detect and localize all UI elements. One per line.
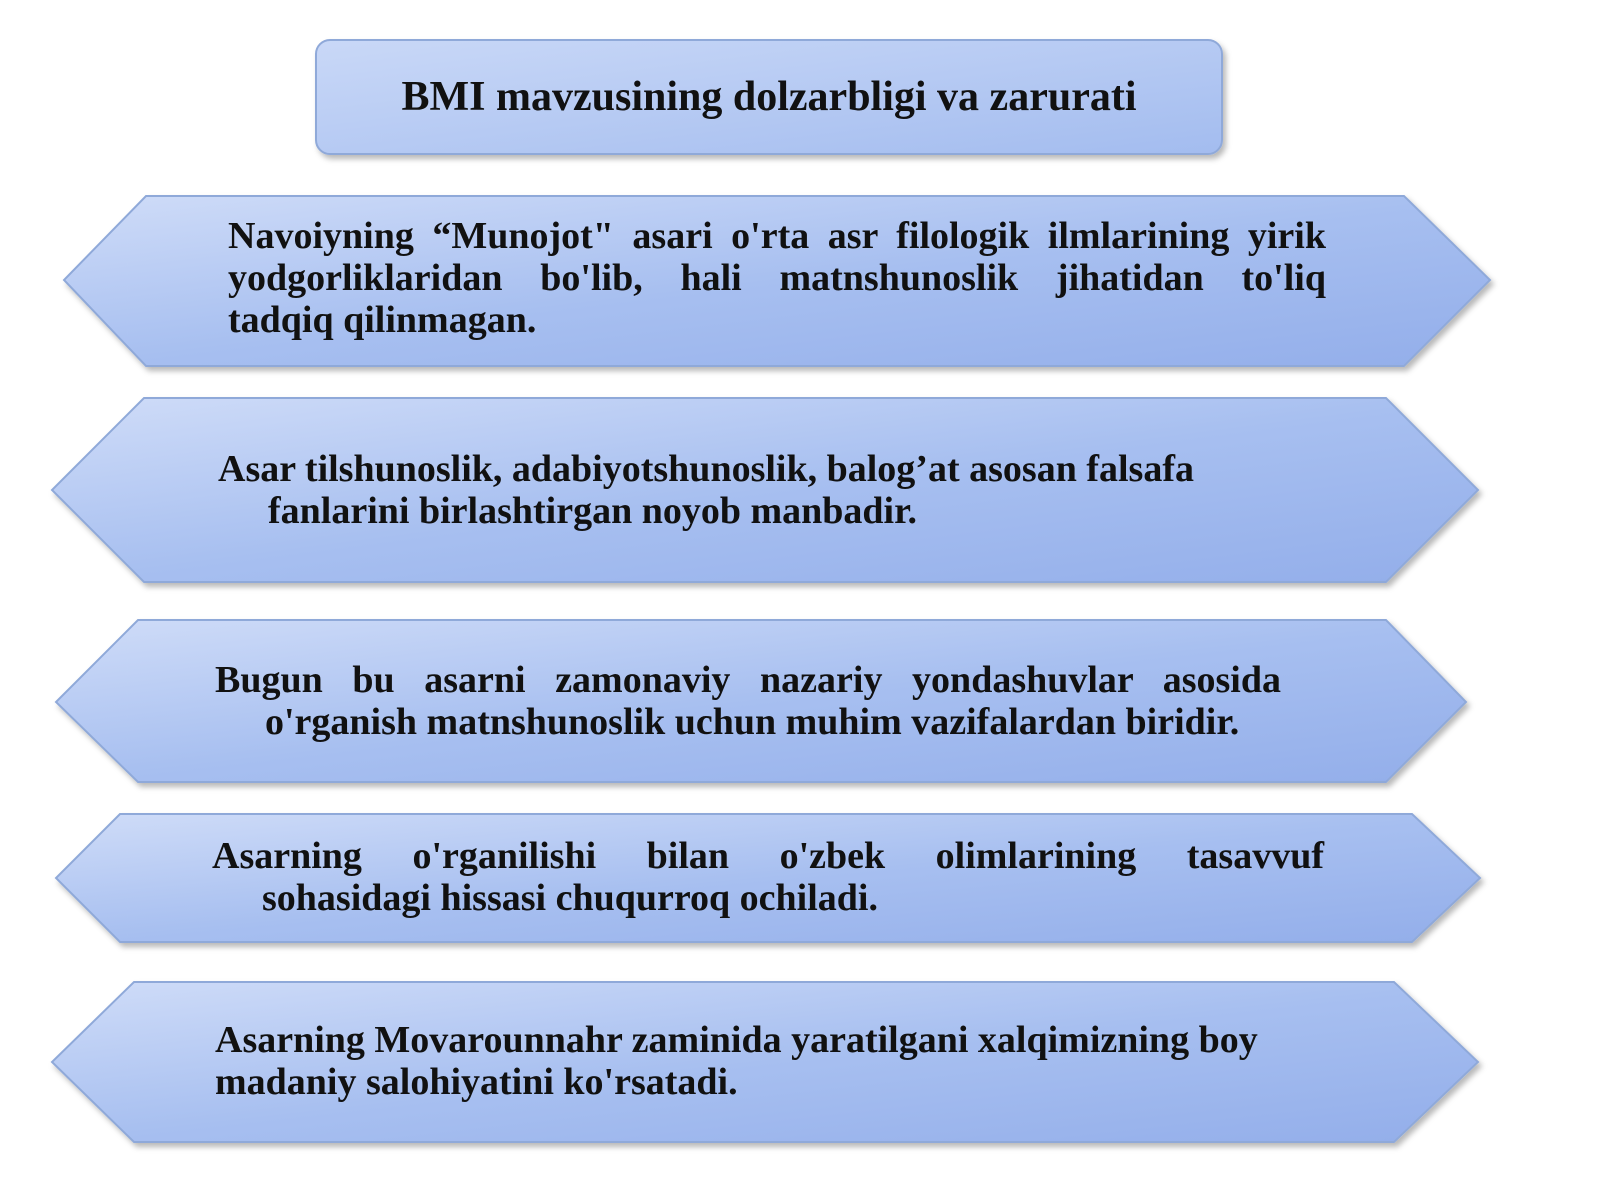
item-1-line-3: tadqiq qilinmagan. xyxy=(228,299,537,341)
item-3-text xyxy=(215,659,1285,743)
item-1-line-1: Navoiyning “Munojot" asari o'rta asr filologik ilmlarining yirik xyxy=(228,215,1326,257)
item-1-text xyxy=(228,215,1326,341)
item-1-line-2: yodgorliklaridan bo'lib, hali matnshunoslik jihatidan to'liq xyxy=(228,257,1326,299)
diagram-title: BMI mavzusining dolzarbligi va zarurati xyxy=(401,74,1137,120)
item-4-line-2: sohasidagi hissasi chuqurroq ochiladi. xyxy=(262,877,878,919)
item-2-line-1: Asar tilshunoslik, adabiyotshunoslik, balog’at asosan falsafa xyxy=(218,448,1194,490)
item-5-line-1: Asarning Movarounnahr zaminida yaratilgani xalqimizning boy xyxy=(215,1019,1258,1061)
item-4-line-1: Asarning o'rganilishi bilan o'zbek olimlarining tasavvuf xyxy=(212,835,1324,877)
item-4-text xyxy=(212,835,1324,919)
item-3-line-1: Bugun bu asarni zamonaviy nazariy yondashuvlar asosida xyxy=(215,659,1281,701)
item-2-line-2: fanlarini birlashtirgan noyob manbadir. xyxy=(268,490,917,532)
item-3-line-2: o'rganish matnshunoslik uchun muhim vazifalardan biridir. xyxy=(265,701,1240,743)
item-5-text xyxy=(215,1019,1325,1103)
item-2-text xyxy=(218,448,1258,532)
item-5-line-2: madaniy salohiyatini ko'rsatadi. xyxy=(215,1061,738,1103)
